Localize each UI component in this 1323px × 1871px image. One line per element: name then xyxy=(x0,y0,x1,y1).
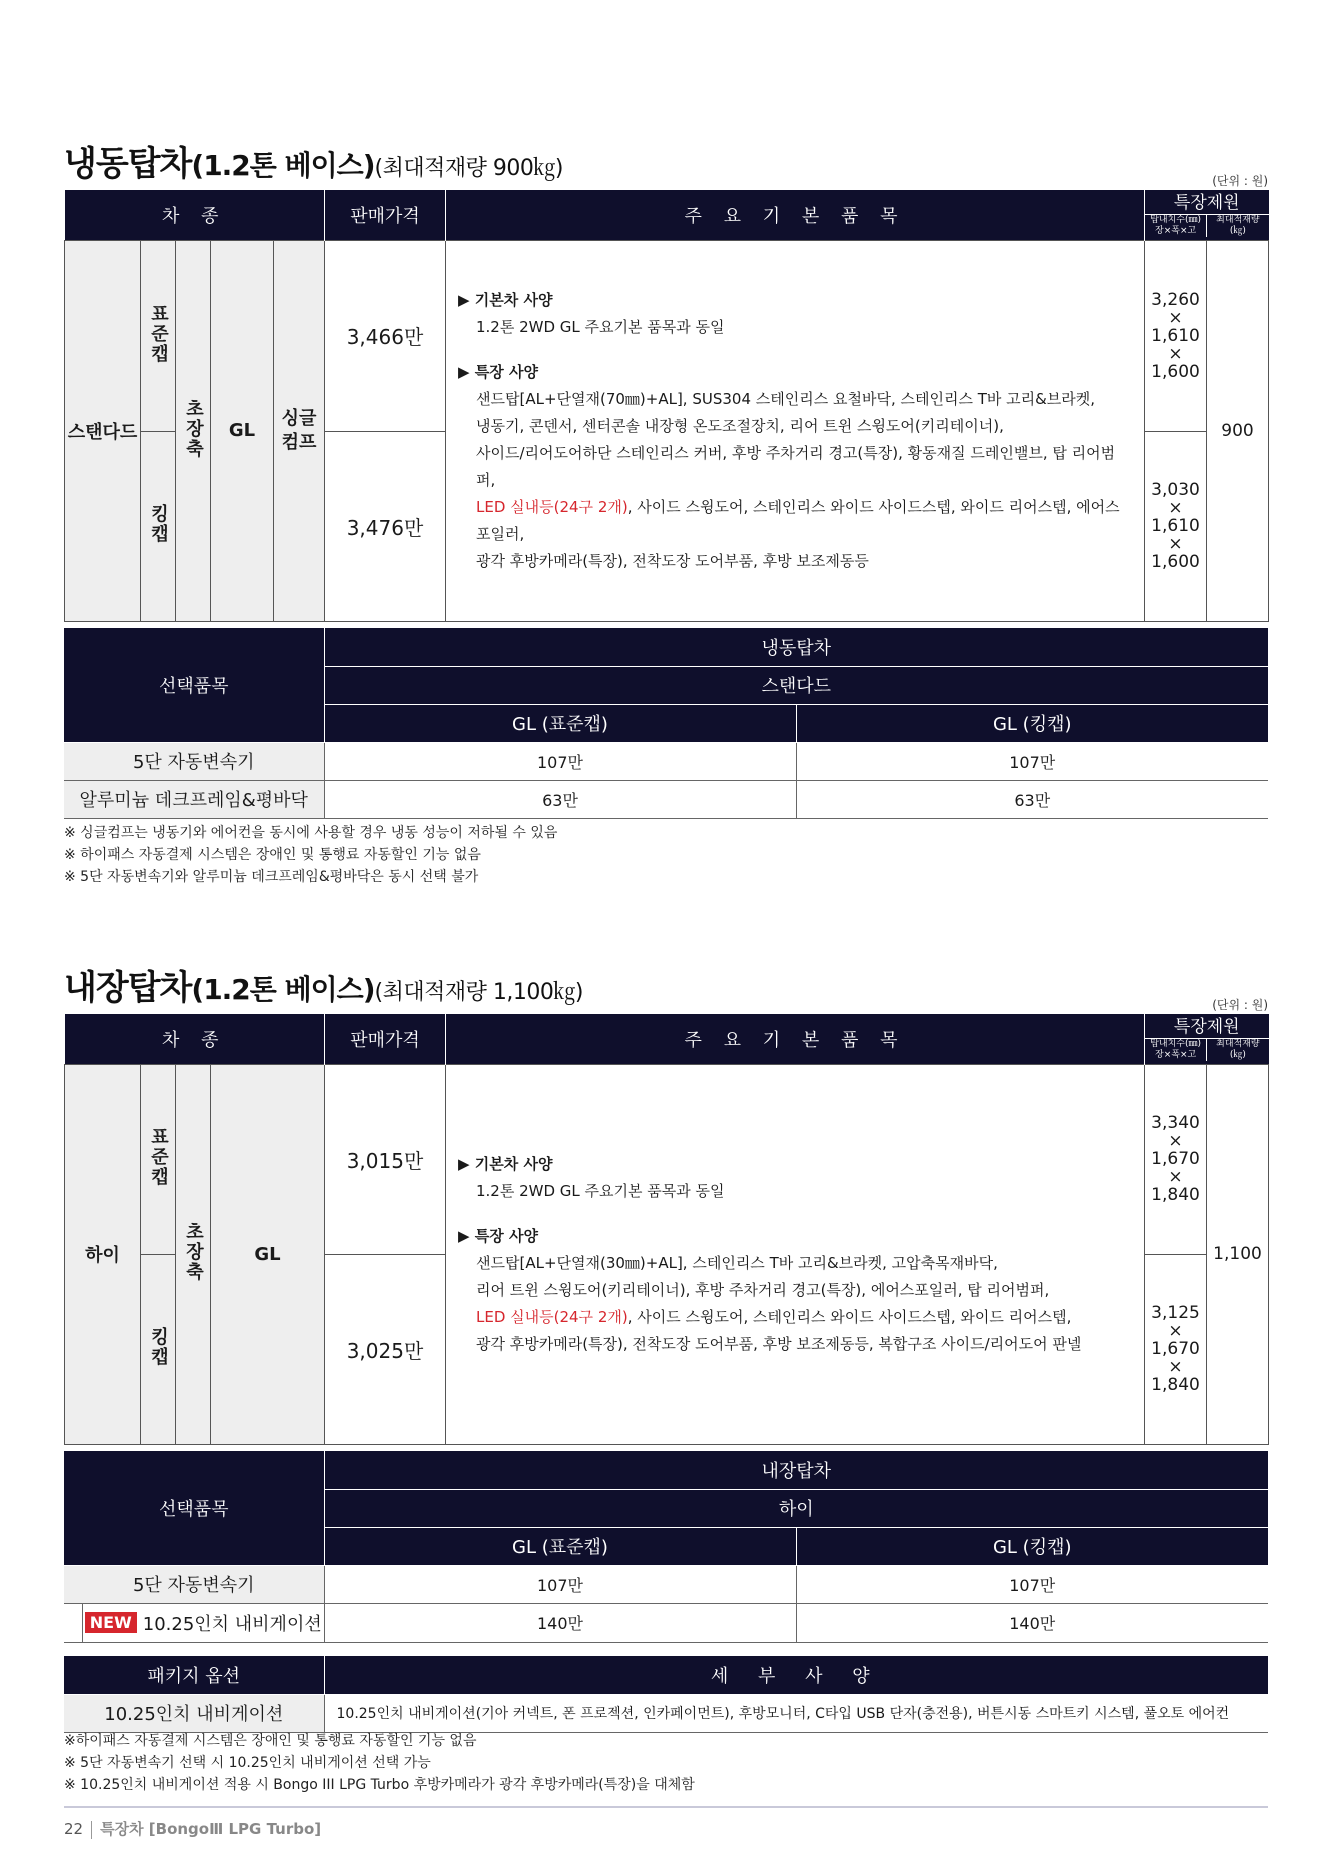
header-spec: 특장제원 탑내치수(㎜) 장×폭×고 최대적재량 (㎏) xyxy=(1145,190,1269,240)
options-label: 선택품목 xyxy=(64,628,324,742)
package-label: 패키지 옵션 xyxy=(64,1656,324,1694)
options-col-king: GL (킹캡) xyxy=(796,704,1268,742)
dim-king: 3,030 × 1,610 × 1,600 xyxy=(1145,431,1207,621)
notes-2: ※하이패스 자동결제 시스템은 장애인 및 통행료 자동할인 기능 없음 ※ 5단 자동변속기 선택 시 10.25인치 내비게이션 선택 가능 ※ 10.25인치 내비게이션 적용 시 Bongo III LPG Turbo 후방카메라가 광각 후방카메라(특장)을 대체함 xyxy=(64,1733,695,1793)
package-detail-header: 세 부 사 양 xyxy=(324,1656,1268,1694)
max-load-2: 1,100 xyxy=(1207,1064,1269,1444)
header-spec-2: 특장제원 탑내치수(㎜) 장×폭×고 최대적재량 (㎏) xyxy=(1145,1014,1269,1064)
section1-title: 냉동탑차(1.2톤 베이스)(최대적재량 900㎏) xyxy=(64,144,563,184)
notes-1: ※ 싱글컴프는 냉동기와 에어컨을 동시에 사용할 경우 냉동 성능이 저하될 수 있음 ※ 하이패스 자동결제 시스템은 장애인 및 통행료 자동할인 기능 없음 ※ 5단 자동변속기와 알루미늄 데크프레임&평바닥은 동시 선택 불가 xyxy=(64,825,558,885)
axle-cell: 초장축 xyxy=(176,240,211,621)
options-type-2: 내장탑차 xyxy=(324,1451,1268,1489)
items-description-2: ▶ 기본차 사양 1.2톤 2WD GL 주요기본 품목과 동일 ▶ 특장 사양 샌드탑[AL+단열재(30㎜)+AL], 스테인리스 T바 고리&브라켓, 고압축목재바닥, 리어 트윈 스윙도어(키리테이너), 후방 주차거리 경고(특장), 에어스포일러, 탑 리어범퍼, LED 실내등(24구 2개), 사이드 스윙도어, 스테인리스 와이드 사이드스텝, 와이드 리어스텝, 광각 후방카메라(특장), 전착도장 도어부품, 후방 보조제동등, 복합구조 사이드/리어도어 판넬 xyxy=(446,1064,1145,1444)
option-row: 5단 자동변속기 107만 107만 xyxy=(64,1565,1268,1603)
spec-table-2 xyxy=(64,1014,1269,1445)
options-trim: 스탠다드 xyxy=(324,666,1268,704)
package-table xyxy=(64,1656,1268,1733)
dim-king-2: 3,125 × 1,670 × 1,840 xyxy=(1145,1254,1207,1444)
cab-king: 킹캡 xyxy=(141,431,176,621)
header-vehicle-2: 차 종 xyxy=(65,1014,325,1064)
grade-cell-2: GL xyxy=(211,1064,325,1444)
price-standard: 3,466만 xyxy=(325,240,446,431)
grade-cell: GL xyxy=(211,240,274,621)
header-price-2: 판매가격 xyxy=(325,1014,446,1064)
unit-label: (단위 : 원) xyxy=(1212,174,1268,188)
axle-cell-2: 초장축 xyxy=(176,1064,211,1444)
header-items-2: 주 요 기 본 품 목 xyxy=(446,1014,1145,1064)
options-trim-2: 하이 xyxy=(324,1489,1268,1527)
options-col-standard: GL (표준캡) xyxy=(324,704,796,742)
unit-label-2: (단위 : 원) xyxy=(1212,998,1268,1012)
section2-title: 내장탑차(1.2톤 베이스)(최대적재량 1,100㎏) xyxy=(64,968,583,1008)
options-table-2 xyxy=(64,1451,1268,1643)
cab-standard: 표준캡 xyxy=(141,240,176,431)
footer-title: 특장차 [BongoⅢ LPG Turbo] xyxy=(100,1820,322,1838)
new-badge: NEW xyxy=(85,1612,137,1633)
price-king: 3,476만 xyxy=(325,431,446,621)
header-price: 판매가격 xyxy=(325,190,446,240)
cab-standard-2: 표준캡 xyxy=(141,1064,176,1254)
dim-standard-2: 3,340 × 1,670 × 1,840 xyxy=(1145,1064,1207,1254)
package-row: 10.25인치 내비게이션 10.25인치 내비게이션(기아 커넥트, 폰 프로젝션, 인카페이먼트), 후방모니터, C타입 USB 단자(충전용), 버튼시동 스마트키 시스템, 풀오토 에어컨 xyxy=(64,1694,1268,1732)
option-row: NEW 10.25인치 내비게이션 140만 140만 xyxy=(64,1603,1268,1642)
max-load: 900 xyxy=(1207,240,1269,621)
items-description: ▶ 기본차 사양 1.2톤 2WD GL 주요기본 품목과 동일 ▶ 특장 사양 샌드탑[AL+단열재(70㎜)+AL], SUS304 스테인리스 요철바닥, 스테인리스 T바 고리&브라켓, 냉동기, 콘덴서, 센터콘솔 내장형 온도조절장치, 리어 트윈 스윙도어(키리테이너), 사이드/리어도어하단 스테인리스 커버, 후방 주차거리 경고(특장), 황동재질 드레인밸브, 탑 리어범퍼, LED 실내등(24구 2개), 사이드 스윙도어, 스테인리스 와이드 사이드스텝, 와이드 리어스텝, 에어스포일러, 광각 후방카메라(특장), 전착도장 도어부품, 후방 보조제동등 xyxy=(446,240,1145,621)
trim-cell-2: 하이 xyxy=(65,1064,141,1444)
price-king-2: 3,025만 xyxy=(325,1254,446,1444)
options-type: 냉동탑차 xyxy=(324,628,1268,666)
options-col-king-2: GL (킹캡) xyxy=(796,1527,1268,1565)
price-standard-2: 3,015만 xyxy=(325,1064,446,1254)
footer-divider xyxy=(64,1806,1268,1808)
options-table-1 xyxy=(64,628,1268,819)
spec-table-1 xyxy=(64,190,1269,622)
header-vehicle: 차 종 xyxy=(65,190,325,240)
options-col-standard-2: GL (표준캡) xyxy=(324,1527,796,1565)
trim-cell: 스탠다드 xyxy=(65,240,141,621)
dim-standard: 3,260 × 1,610 × 1,600 xyxy=(1145,240,1207,431)
option-row: 5단 자동변속기 107만 107만 xyxy=(64,742,1268,780)
header-items: 주 요 기 본 품 목 xyxy=(446,190,1145,240)
cab-king-2: 킹캡 xyxy=(141,1254,176,1444)
comp-cell: 싱글컴프 xyxy=(274,240,325,621)
options-label-2: 선택품목 xyxy=(64,1451,324,1565)
page-number: 22 xyxy=(64,1820,84,1838)
option-row: 알루미늄 데크프레임&평바닥 63만 63만 xyxy=(64,780,1268,818)
page-footer xyxy=(64,1818,321,1839)
